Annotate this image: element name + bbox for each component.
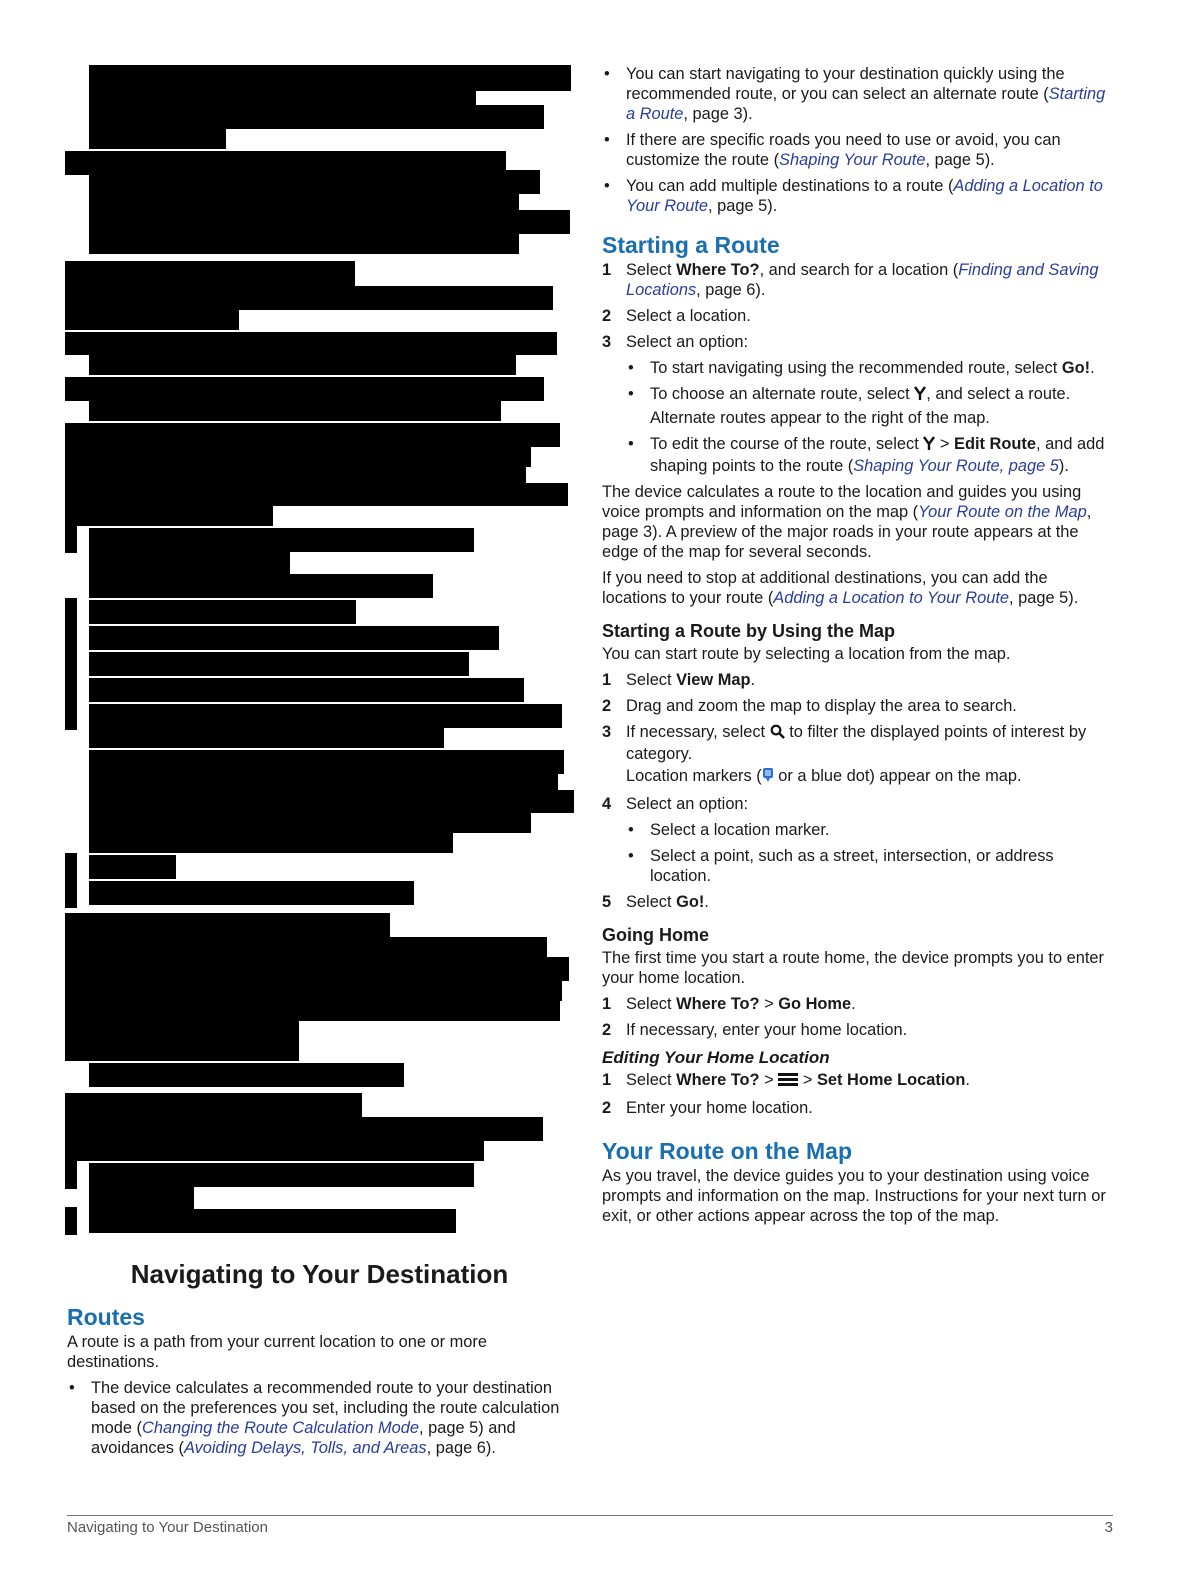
routes-bullet-4: • You can add multiple destinations to a route (Adding a Location to Your Route, page 5). <box>602 176 1114 216</box>
starting-option-3: • To edit the course of the route, select > Edit Route, and add shaping points to the route (Shaping Your Route, page 5). <box>602 434 1114 476</box>
left-column <box>67 1258 572 1464</box>
redacted-block <box>89 1209 456 1233</box>
redacted-block <box>65 286 553 310</box>
going-home-intro: The first time you start a route home, the device prompts you to enter your home location. <box>602 949 1104 987</box>
redacted-block <box>89 91 476 105</box>
link-shaping-your-route[interactable]: Shaping Your Route, page 5 <box>853 457 1059 475</box>
redacted-block <box>65 1141 484 1161</box>
redacted-block <box>65 526 77 553</box>
menu-icon <box>778 1072 798 1092</box>
starting-para-1: The device calculates a route to the location and guides you using voice prompts and information on the map (Your Route on the Map, page 3). A preview of the major roads in your route appears at the edge of the map for several seconds. <box>602 483 1092 561</box>
redacted-block <box>65 913 390 939</box>
by-map-step-2: 2 Drag and zoom the map to display the area to search. <box>602 697 1017 715</box>
starting-route-heading: Starting a Route <box>602 232 780 258</box>
edit-home-step-1: 1 Select Where To? > > Set Home Location. <box>602 1070 1114 1092</box>
by-map-option-2: • Select a point, such as a street, intersection, or address location. <box>602 846 1114 886</box>
starting-step-1: 1 Select Where To?, and search for a location (Finding and Saving Locations, page 6). <box>602 261 1099 299</box>
routes-bullet-2: • You can start navigating to your destination quickly using the recommended route, or you can select an alternate route (Starting a Route, page 3). <box>602 64 1114 124</box>
redacted-block <box>65 1117 543 1141</box>
redacted-block <box>89 129 226 149</box>
footer-divider <box>67 1515 1113 1516</box>
redacted-block <box>89 528 474 552</box>
redacted-block <box>89 813 531 833</box>
going-home-heading: Going Home <box>602 925 709 945</box>
starting-option-2-note: Alternate routes appear to the right of the map. <box>650 409 990 427</box>
redacted-block <box>89 1163 474 1187</box>
redacted-block <box>89 105 544 129</box>
redacted-block <box>65 957 569 981</box>
link-adding-a-location[interactable]: Adding a Location to Your Route <box>626 177 1103 215</box>
link-your-route-on-the-map[interactable]: Your Route on the Map <box>918 503 1087 521</box>
redacted-block <box>89 881 414 905</box>
redacted-block <box>65 981 562 1001</box>
routes-intro: A route is a path from your current location to one or more destinations. <box>67 1333 487 1371</box>
by-map-step-5: 5 Select Go!. <box>602 893 709 911</box>
right-column <box>602 64 1114 1232</box>
by-map-heading: Starting a Route by Using the Map <box>602 621 896 641</box>
link-adding-a-location[interactable]: Adding a Location to Your Route <box>773 589 1010 607</box>
starting-step-3: 3 Select an option: <box>602 333 749 351</box>
footer-page-number: 3 <box>1104 1519 1113 1536</box>
redacted-block <box>89 1187 194 1209</box>
redacted-block <box>65 1093 362 1119</box>
redacted-block <box>89 600 356 624</box>
redacted-block <box>65 1207 77 1235</box>
redacted-block <box>89 678 524 702</box>
redacted-block <box>89 65 571 91</box>
by-map-step-1: 1 Select View Map. <box>602 671 756 689</box>
search-icon <box>770 724 785 744</box>
redacted-block <box>89 704 562 728</box>
redacted-block <box>89 401 501 421</box>
edit-home-step-2: 2 Enter your home location. <box>602 1099 813 1117</box>
redacted-block <box>89 833 453 853</box>
route-on-map-heading: Your Route on the Map <box>602 1138 853 1164</box>
starting-step-2: 2 Select a location. <box>602 307 751 325</box>
redacted-block <box>65 937 547 959</box>
routes-bullet-1: • The device calculates a recommended route to your destination based on the preferences you set, including the route calculation mode (Changing the Route Calculation Mode, page 5) and avoidances (Avoiding Delays, Tolls, and Areas, page 6). <box>67 1378 572 1458</box>
routes-heading: Routes <box>67 1304 145 1330</box>
redacted-block <box>65 423 560 447</box>
by-map-intro: You can start route by selecting a location from the map. <box>602 645 1011 663</box>
redacted-block <box>89 855 176 879</box>
starting-option-2: • To choose an alternate route, select , and select a route. <box>602 384 1114 406</box>
redacted-block <box>89 210 570 234</box>
by-map-step-4: 4 Select an option: <box>602 795 749 813</box>
by-map-option-1: • Select a location marker. <box>602 820 1114 840</box>
going-home-step-1: 1 Select Where To? > Go Home. <box>602 995 856 1013</box>
redacted-block <box>89 170 540 194</box>
footer-section-title: Navigating to Your Destination <box>67 1519 268 1536</box>
link-finding-and-saving-locations[interactable]: Finding and Saving Locations <box>626 261 1099 299</box>
redacted-block <box>65 467 526 483</box>
redacted-block <box>65 447 531 467</box>
routes-bullet-3: • If there are specific roads you need to use or avoid, you can customize the route (Shaping Your Route, page 5). <box>602 130 1114 170</box>
link-starting-a-route[interactable]: Starting a Route <box>626 85 1106 123</box>
chapter-title: Navigating to Your Destination <box>130 1259 509 1289</box>
redacted-block <box>65 1001 560 1021</box>
redacted-block <box>89 770 558 790</box>
redacted-block <box>65 377 544 401</box>
redacted-block <box>89 194 519 210</box>
link-shaping-your-route[interactable]: Shaping Your Route <box>779 151 926 169</box>
redacted-block <box>89 790 574 813</box>
redacted-block <box>65 310 239 330</box>
redacted-block <box>65 1021 299 1061</box>
by-map-step-3-note: Location markers ( or a blue dot) appear on the map. <box>602 766 1114 788</box>
redacted-block <box>89 728 444 748</box>
redacted-block <box>65 598 77 730</box>
redacted-block <box>65 332 557 355</box>
by-map-step-3: 3 If necessary, select to filter the displayed points of interest by category. <box>602 723 1087 763</box>
redacted-block <box>89 234 519 254</box>
redacted-block <box>65 1161 77 1189</box>
redacted-block <box>89 626 499 650</box>
redacted-block <box>89 1063 404 1087</box>
edit-home-heading: Editing Your Home Location <box>602 1048 830 1067</box>
redacted-block <box>65 853 77 908</box>
starting-option-1: • To start navigating using the recommended route, select Go!. <box>602 358 1114 378</box>
redacted-block <box>65 506 273 526</box>
redacted-block <box>89 652 469 676</box>
fork-route-icon <box>923 436 935 456</box>
route-on-map-para: As you travel, the device guides you to your destination using voice prompts and information on the map. Instructions for your next turn or exit, or other actions appear across the top of the map. <box>602 1167 1106 1225</box>
going-home-step-2: 2 If necessary, enter your home location. <box>602 1021 908 1039</box>
link-changing-route-calculation-mode[interactable]: Changing the Route Calculation Mode <box>142 1419 420 1437</box>
redacted-block <box>89 552 290 574</box>
link-avoiding-delays[interactable]: Avoiding Delays, Tolls, and Areas <box>183 1439 427 1457</box>
redacted-block <box>89 574 433 598</box>
redacted-block <box>65 483 568 506</box>
redacted-block <box>65 261 355 287</box>
starting-para-2: If you need to stop at additional destinations, you can add the locations to your route (Adding a Location to Your Route, page 5). <box>602 569 1079 607</box>
fork-route-icon <box>914 386 926 406</box>
location-marker-icon <box>762 767 774 788</box>
redacted-block <box>89 355 516 375</box>
